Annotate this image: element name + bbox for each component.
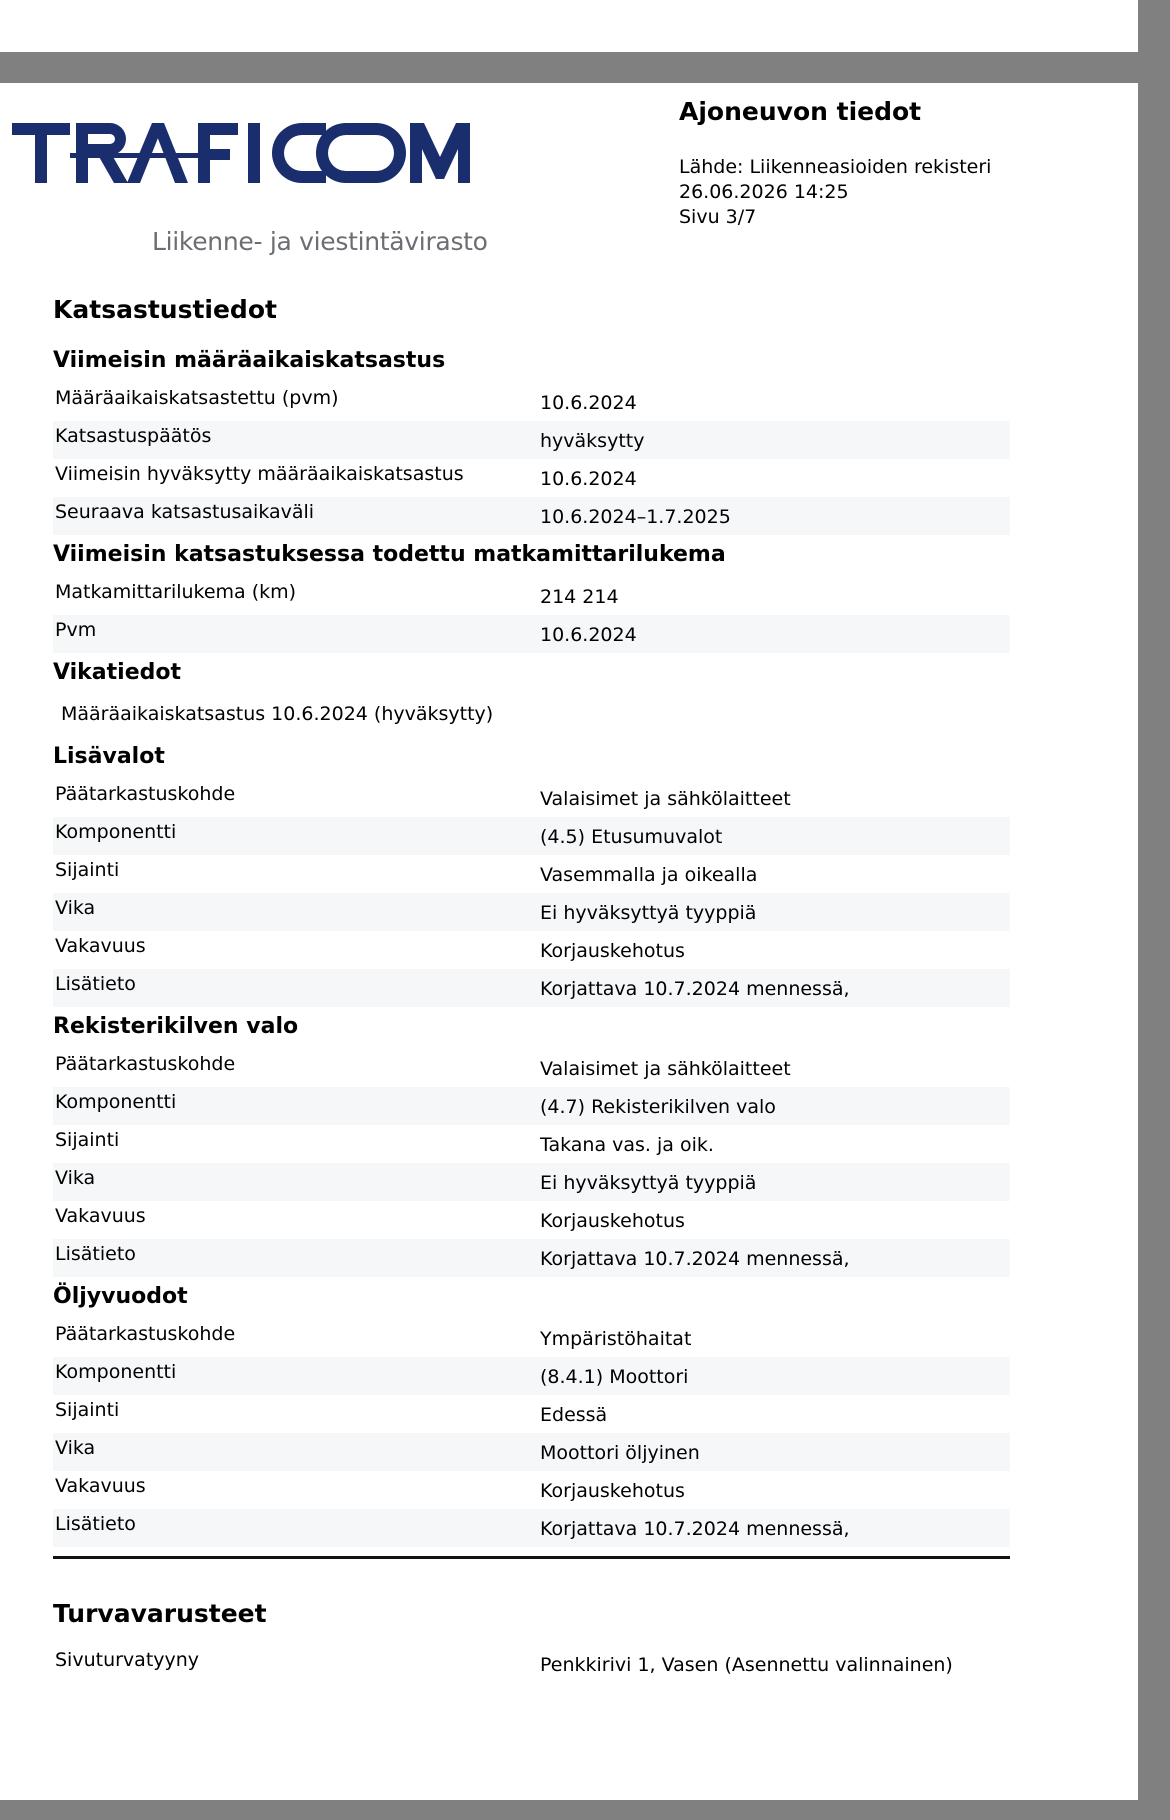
row-value: Penkkirivi 1, Vasen (Asennettu valinnainen) (540, 1654, 953, 1676)
logo-subtitle: Liikenne- ja viestintävirasto (152, 227, 488, 256)
row-label: Vakavuus (55, 1475, 146, 1497)
table-row (53, 893, 1010, 931)
table-row (53, 1433, 1010, 1471)
row-value: 10.6.2024 (540, 624, 637, 646)
document-meta (679, 155, 991, 230)
table-row (53, 1125, 1010, 1163)
row-value: 10.6.2024–1.7.2025 (540, 506, 731, 528)
table-row (53, 615, 1010, 653)
row-value: Korjattava 10.7.2024 mennessä, (540, 978, 850, 1000)
row-label: Sijainti (55, 1129, 120, 1151)
row-label: Vika (55, 897, 96, 919)
row-label: Pvm (55, 619, 97, 641)
row-label: Lisätieto (55, 973, 136, 995)
viewer-top-bar (0, 52, 1138, 83)
row-value: (4.5) Etusumuvalot (540, 826, 723, 848)
table-row (53, 1395, 1010, 1433)
row-value: Ei hyväksyttyä tyyppiä (540, 902, 757, 924)
row-value: hyväksytty (540, 430, 645, 452)
row-label: Seuraava katsastusaikaväli (55, 501, 315, 523)
document-content (53, 295, 1010, 1683)
row-value: Valaisimet ja sähkölaitteet (540, 788, 791, 810)
defects-inspection-note: Määräaikaiskatsastus 10.6.2024 (hyväksytty) (61, 703, 494, 725)
viewer-bottom-bar (0, 1800, 1138, 1820)
document-page (0, 83, 1138, 1800)
document-title: Ajoneuvon tiedot (679, 97, 922, 126)
page-number: Sivu 3/7 (679, 206, 757, 228)
safety-equipment-table (53, 1645, 1010, 1683)
row-label: Viimeisin hyväksytty määräaikaiskatsastus (55, 463, 464, 485)
table-row (53, 459, 1010, 497)
defect-table (53, 1049, 1010, 1277)
section-divider (53, 1556, 1010, 1559)
row-value: Korjattava 10.7.2024 mennessä, (540, 1248, 850, 1270)
viewer-top-margin (0, 0, 1170, 52)
traficom-wordmark (12, 119, 472, 189)
table-row (53, 1357, 1010, 1395)
row-label: Komponentti (55, 1361, 177, 1383)
row-label: Vakavuus (55, 1205, 146, 1227)
row-label: Vika (55, 1437, 96, 1459)
row-value: 214 214 (540, 586, 619, 608)
row-label: Katsastuspäätös (55, 425, 212, 447)
row-label: Sijainti (55, 1399, 120, 1421)
table-row (53, 421, 1010, 459)
table-row (53, 1509, 1010, 1547)
row-value: Ympäristöhaitat (540, 1328, 692, 1350)
row-value: (8.4.1) Moottori (540, 1366, 689, 1388)
row-value: 10.6.2024 (540, 392, 637, 414)
source-label: Lähde: Liikenneasioiden rekisteri (679, 156, 992, 178)
row-value: (4.7) Rekisterikilven valo (540, 1096, 776, 1118)
table-row (53, 1201, 1010, 1239)
row-label: Sivuturvatyyny (55, 1649, 200, 1671)
table-row (53, 1163, 1010, 1201)
defect-group-title: Rekisterikilven valo (53, 1014, 299, 1039)
row-value: Vasemmalla ja oikealla (540, 864, 758, 886)
subsection-title-latest-inspection: Viimeisin määräaikaiskatsastus (53, 348, 446, 373)
section-title-turvavarusteet: Turvavarusteet (53, 1599, 267, 1628)
defect-table (53, 779, 1010, 1007)
row-value: Valaisimet ja sähkölaitteet (540, 1058, 791, 1080)
table-row (53, 855, 1010, 893)
table-row (53, 1645, 1010, 1683)
table-row (53, 931, 1010, 969)
section-title-katsastus: Katsastustiedot (53, 295, 277, 324)
table-row (53, 1049, 1010, 1087)
traficom-logo (12, 119, 488, 256)
row-label: Sijainti (55, 859, 120, 881)
row-value: Korjauskehotus (540, 1480, 685, 1502)
row-value: Edessä (540, 1404, 608, 1426)
table-row (53, 1087, 1010, 1125)
print-datetime: 26.06.2026 14:25 (679, 181, 849, 203)
row-value: Korjauskehotus (540, 1210, 685, 1232)
row-label: Komponentti (55, 821, 177, 843)
table-row (53, 577, 1010, 615)
subsection-title-defects: Vikatiedot (53, 660, 182, 685)
row-value: Korjattava 10.7.2024 mennessä, (540, 1518, 850, 1540)
row-value: Moottori öljyinen (540, 1442, 700, 1464)
row-label: Lisätieto (55, 1513, 136, 1535)
viewer-scrollbar[interactable] (1138, 0, 1170, 1820)
row-label: Komponentti (55, 1091, 177, 1113)
latest-inspection-table (53, 383, 1010, 535)
defect-group-title: Öljyvuodot (53, 1284, 188, 1309)
table-row (53, 969, 1010, 1007)
row-label: Päätarkastuskohde (55, 1323, 236, 1345)
defect-group-title: Lisävalot (53, 744, 165, 769)
table-row (53, 817, 1010, 855)
row-label: Määräaikaiskatsastettu (pvm) (55, 387, 339, 409)
row-label: Matkamittarilukema (km) (55, 581, 297, 603)
table-row (53, 1471, 1010, 1509)
table-row (53, 497, 1010, 535)
table-row (53, 383, 1010, 421)
table-row (53, 1319, 1010, 1357)
row-label: Vakavuus (55, 935, 146, 957)
row-value: Ei hyväksyttyä tyyppiä (540, 1172, 757, 1194)
row-value: 10.6.2024 (540, 468, 637, 490)
table-row (53, 779, 1010, 817)
row-value: Takana vas. ja oik. (540, 1134, 714, 1156)
odometer-table (53, 577, 1010, 653)
row-value: Korjauskehotus (540, 940, 685, 962)
row-label: Päätarkastuskohde (55, 783, 236, 805)
subsection-title-odometer: Viimeisin katsastuksessa todettu matkamittarilukema (53, 542, 726, 567)
row-label: Päätarkastuskohde (55, 1053, 236, 1075)
row-label: Lisätieto (55, 1243, 136, 1265)
row-label: Vika (55, 1167, 96, 1189)
defect-table (53, 1319, 1010, 1547)
table-row (53, 1239, 1010, 1277)
